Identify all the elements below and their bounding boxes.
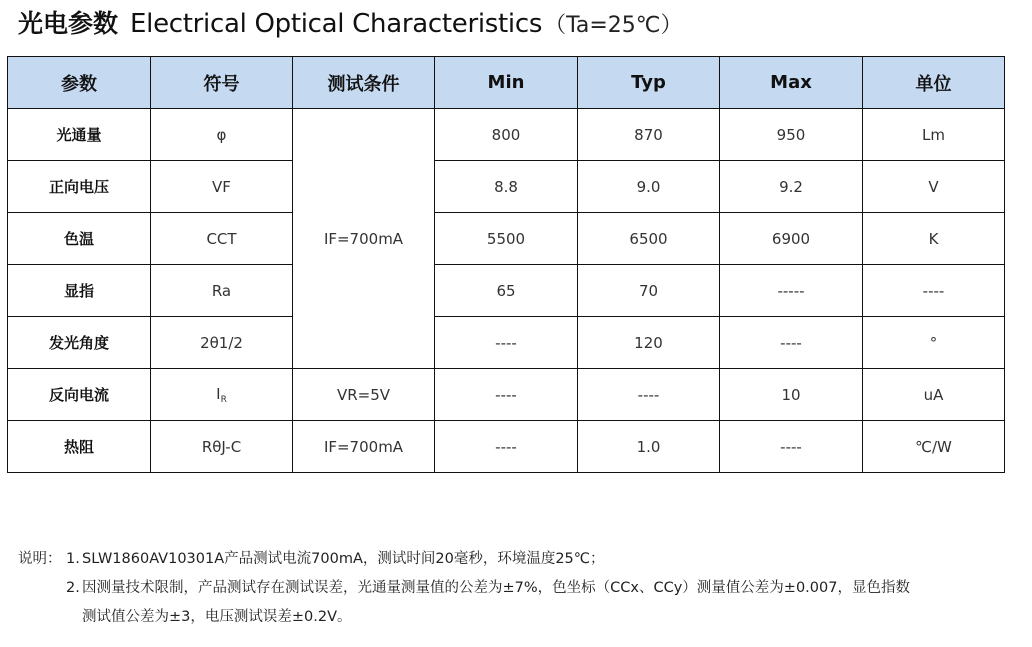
cell-condition: VR=5V — [293, 369, 435, 421]
header-typ: Typ — [578, 57, 720, 109]
cell-param: 色温 — [8, 213, 151, 265]
cell-symbol — [151, 369, 293, 421]
cell-param: 反向电流 — [8, 369, 151, 421]
page-title — [18, 4, 683, 44]
table-row — [8, 317, 1005, 369]
cell-symbol: VF — [151, 161, 293, 213]
cell-min: ---- — [435, 421, 578, 473]
cell-max: 9.2 — [720, 161, 863, 213]
cell-max: ---- — [720, 421, 863, 473]
cell-max: ---- — [720, 317, 863, 369]
cell-unit: uA — [863, 369, 1005, 421]
note-number: 2. — [66, 580, 80, 596]
note-text: 因测量技术限制，产品测试存在测试误差，光通量测量值的公差为±7%，色坐标（CCx、CCy）测量值公差为±0.007，显色指数 — [82, 580, 910, 596]
cell-max: 10 — [720, 369, 863, 421]
symbol-main: I — [216, 384, 221, 403]
cell-typ: ---- — [578, 369, 720, 421]
cell-typ: 9.0 — [578, 161, 720, 213]
header-min: Min — [435, 57, 578, 109]
cell-param: 发光角度 — [8, 317, 151, 369]
cell-min: 8.8 — [435, 161, 578, 213]
cell-symbol: RθJ-C — [151, 421, 293, 473]
cell-symbol: φ — [151, 109, 293, 161]
cell-param: 光通量 — [8, 109, 151, 161]
cell-unit: ° — [863, 317, 1005, 369]
cell-param: 热阻 — [8, 421, 151, 473]
cell-unit: ---- — [863, 265, 1005, 317]
note-number: 1. — [66, 551, 80, 567]
cell-min: 65 — [435, 265, 578, 317]
cell-condition: IF=700mA — [293, 421, 435, 473]
cell-min: ---- — [435, 317, 578, 369]
title-english: Electrical Optical Characteristics — [130, 9, 543, 39]
note-item — [18, 545, 910, 574]
cell-min: 5500 — [435, 213, 578, 265]
table-row — [8, 161, 1005, 213]
header-parameter: 参数 — [8, 57, 151, 109]
symbol-subscript: R — [220, 394, 227, 405]
cell-min: 800 — [435, 109, 578, 161]
notes-prefix: 说明： — [18, 551, 62, 567]
table-row — [8, 265, 1005, 317]
note-item — [18, 574, 910, 603]
cell-max: 6900 — [720, 213, 863, 265]
cell-unit: Lm — [863, 109, 1005, 161]
cell-unit: K — [863, 213, 1005, 265]
cell-max: 950 — [720, 109, 863, 161]
cell-symbol: CCT — [151, 213, 293, 265]
table-row — [8, 109, 1005, 161]
cell-symbol: Ra — [151, 265, 293, 317]
notes-section — [18, 545, 910, 632]
cell-unit: ℃/W — [863, 421, 1005, 473]
table-header-row — [8, 57, 1005, 109]
cell-typ: 870 — [578, 109, 720, 161]
cell-param: 正向电压 — [8, 161, 151, 213]
cell-condition-merged: IF=700mA — [293, 109, 435, 369]
cell-param: 显指 — [8, 265, 151, 317]
cell-min: ---- — [435, 369, 578, 421]
table-row — [8, 213, 1005, 265]
characteristics-table — [7, 56, 1005, 473]
header-unit: 单位 — [863, 57, 1005, 109]
header-max: Max — [720, 57, 863, 109]
cell-typ: 70 — [578, 265, 720, 317]
header-symbol: 符号 — [151, 57, 293, 109]
header-test-condition: 测试条件 — [293, 57, 435, 109]
table-row — [8, 369, 1005, 421]
table-row — [8, 421, 1005, 473]
title-condition: （Ta=25℃） — [544, 13, 683, 38]
cell-typ: 1.0 — [578, 421, 720, 473]
note-text: SLW1860AV10301A产品测试电流700mA，测试时间20毫秒，环境温度25℃； — [82, 551, 605, 567]
note-continuation: 测试值公差为±3，电压测试误差±0.2V。 — [82, 609, 352, 625]
cell-unit: V — [863, 161, 1005, 213]
cell-max: ----- — [720, 265, 863, 317]
cell-symbol: 2θ1/2 — [151, 317, 293, 369]
cell-typ: 120 — [578, 317, 720, 369]
title-chinese: 光电参数 — [18, 9, 119, 38]
cell-typ: 6500 — [578, 213, 720, 265]
